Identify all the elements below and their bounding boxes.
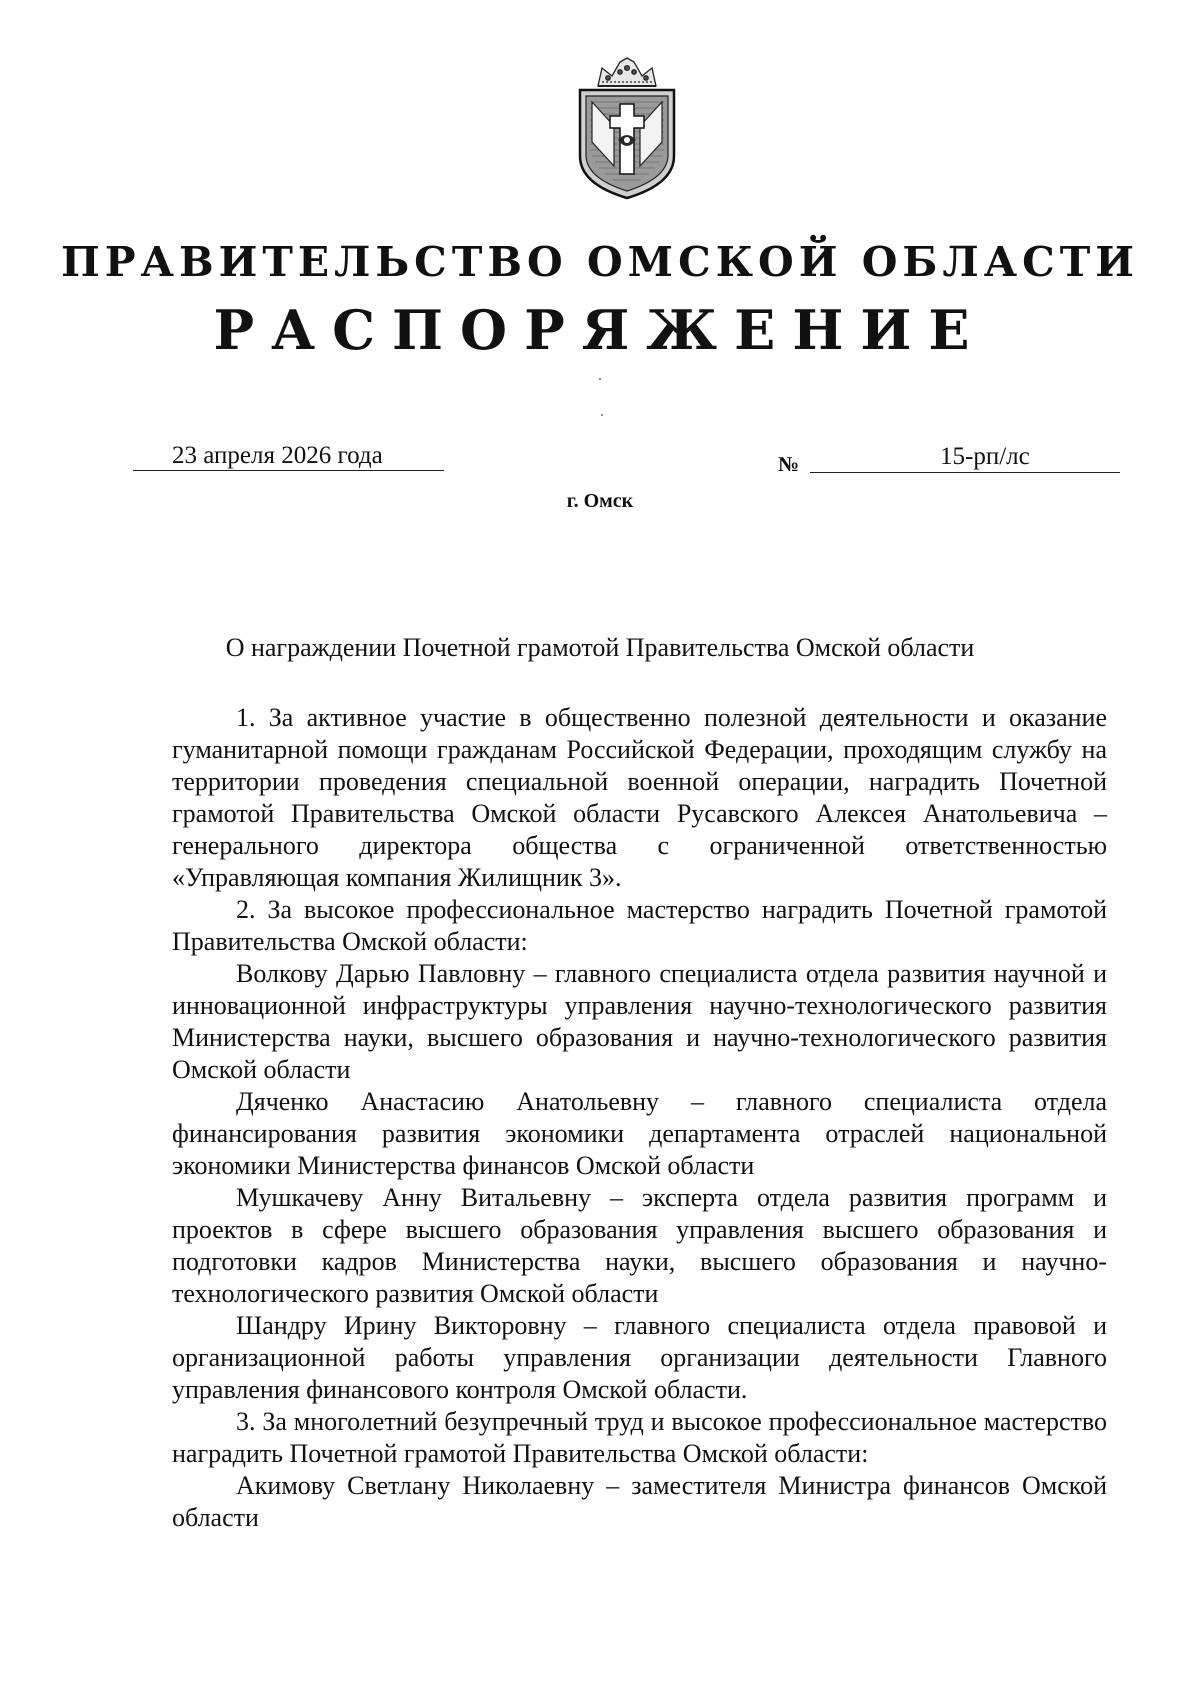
number-underline bbox=[810, 472, 1120, 473]
organization-title: ПРАВИТЕЛЬСТВО ОМСКОЙ ОБЛАСТИ bbox=[61, 238, 1139, 286]
document-date: 23 апреля 2026 года bbox=[172, 442, 383, 469]
paragraph: 2. За высокое профессиональное мастерство наградить Почетной грамотой Правительства Омской области: bbox=[172, 895, 1107, 956]
document-type-title: РАСПОРЯЖЕНИЕ bbox=[213, 298, 987, 362]
paragraph: Шандру Ирину Викторовну – главного специалиста отдела правовой и организационной работы управления организации деятельности Главного управления финансового контроля Омской области. bbox=[172, 1311, 1107, 1404]
document-city: г. Омск bbox=[566, 490, 634, 512]
paragraph: 1. За активное участие в общественно полезной деятельности и оказание гуманитарной помощи гражданам Российской Федерации, проходящим службу на территории проведения специальной военной операции, наградить Почетной грамотой Правительства Омской области Русавского Алексея Анатольевича – генерального директора общества с ограниченной ответственностью «Управляющая компания Жилищник 3». bbox=[172, 703, 1107, 892]
document-number: 15-рп/лс bbox=[940, 443, 1030, 470]
number-sign: № bbox=[778, 452, 800, 476]
scan-speck bbox=[601, 414, 603, 416]
paragraph: Мушкачеву Анну Витальевну – эксперта отдела развития программ и проектов в сфере высшего образования управления высшего образования и подготовки кадров Министерства науки, высшего образования и научно-технологического развития Омской области bbox=[172, 1183, 1107, 1308]
paragraph: Волкову Дарью Павловну – главного специалиста отдела развития научной и инновационной инфраструктуры управления научно-технологического развития Министерства науки, высшего образования и научно-технологического развития Омской области bbox=[172, 959, 1107, 1084]
paragraph: 3. За многолетний безупречный труд и высокое профессиональное мастерство наградить Почетной грамотой Правительства Омской области: bbox=[172, 1407, 1107, 1468]
scan-speck bbox=[599, 378, 601, 380]
document-body bbox=[172, 702, 1107, 1534]
date-underline bbox=[133, 470, 444, 471]
document-subject: О награждении Почетной грамотой Правительства Омской области bbox=[225, 633, 975, 662]
paragraph: Акимову Светлану Николаевну – заместителя Министра финансов Омской области bbox=[172, 1471, 1107, 1532]
paragraph: Дяченко Анастасию Анатольевну – главного специалиста отдела финансирования развития экономики департамента отраслей национальной экономики Министерства финансов Омской области bbox=[172, 1087, 1107, 1180]
coat-of-arms-icon bbox=[568, 56, 686, 202]
